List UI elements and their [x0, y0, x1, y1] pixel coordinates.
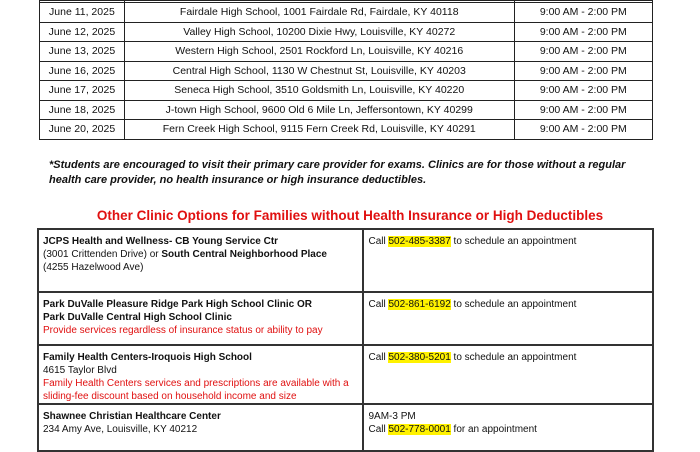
clinic-name: JCPS Health and Wellness- CB Young Service Ctr — [43, 236, 279, 247]
clinic-row — [38, 404, 653, 451]
date-cell: June 12, 2025 — [40, 22, 125, 42]
time-cell: 9:00 AM - 2:00 PM — [514, 100, 652, 120]
date-cell: June 17, 2025 — [40, 81, 125, 101]
clinic-address: 4615 Taylor Blvd — [43, 365, 117, 376]
clinic-note: Family Health Centers services and prescriptions are available with a sliding-fee discount based on household income and size — [43, 378, 349, 402]
clinic-contact-cell — [363, 229, 653, 292]
table-row — [40, 120, 653, 140]
location-cell: Fairdale High School, 1001 Fairdale Rd, Fairdale, KY 40118 — [124, 3, 514, 23]
time-cell: 9:00 AM - 2:00 PM — [514, 42, 652, 62]
table-row — [40, 61, 653, 81]
call-prefix: Call — [368, 299, 386, 310]
date-cell: June 11, 2025 — [40, 3, 125, 23]
location-cell: J-town High School, 9600 Old 6 Mile Ln, Jeffersontown, KY 40299 — [124, 100, 514, 120]
table-row — [40, 42, 653, 62]
time-cell: 9:00 AM - 2:00 PM — [514, 61, 652, 81]
call-prefix: Call — [368, 236, 386, 247]
time-cell: 9:00 AM - 2:00 PM — [514, 81, 652, 101]
location-cell: Central High School, 1130 W Chestnut St, Louisville, KY 40203 — [124, 61, 514, 81]
clinic-contact-cell — [363, 292, 653, 345]
clinic-contact-cell — [363, 404, 653, 451]
clinic-options-table — [37, 228, 654, 452]
call-suffix: to schedule an appointment — [453, 352, 577, 363]
location-cell: Fern Creek High School, 9115 Fern Creek Rd, Louisville, KY 40291 — [124, 120, 514, 140]
phone-number[interactable]: 502-861-6192 — [388, 299, 451, 310]
date-cell: June 16, 2025 — [40, 61, 125, 81]
clinic-row — [38, 229, 653, 292]
table-row — [40, 3, 653, 23]
location-cell: Western High School, 2501 Rockford Ln, Louisville, KY 40216 — [124, 42, 514, 62]
location-cell: Valley High School, 10200 Dixie Hwy, Louisville, KY 40272 — [124, 22, 514, 42]
table-row — [40, 100, 653, 120]
clinic-info-cell — [38, 229, 363, 292]
clinic-hours: 9AM-3 PM — [368, 411, 416, 422]
time-cell: 9:00 AM - 2:00 PM — [514, 3, 652, 23]
clinic-name: Family Health Centers-Iroquois High School — [43, 352, 252, 363]
call-suffix: to schedule an appointment — [453, 236, 577, 247]
clinic-name: Park DuValle Pleasure Ridge Park High School Clinic OR — [43, 299, 312, 310]
date-cell: June 13, 2025 — [40, 42, 125, 62]
clinic-address: (3001 Crittenden Drive) or — [43, 249, 159, 260]
call-suffix: to schedule an appointment — [453, 299, 577, 310]
clinic-info-cell — [38, 404, 363, 451]
location-cell: Seneca High School, 3510 Goldsmith Ln, Louisville, KY 40220 — [124, 81, 514, 101]
time-cell: 9:00 AM - 2:00 PM — [514, 22, 652, 42]
clinic-name-alt: South Central Neighborhood Place — [161, 249, 327, 260]
phone-number[interactable]: 502-778-0001 — [388, 424, 451, 435]
clinic-contact-cell — [363, 345, 653, 404]
clinic-row — [38, 345, 653, 404]
clinic-address: 234 Amy Ave, Louisville, KY 40212 — [43, 424, 198, 435]
clinic-address-alt: (4255 Hazelwood Ave) — [43, 262, 144, 273]
call-prefix: Call — [368, 424, 386, 435]
phone-number[interactable]: 502-380-5201 — [388, 352, 451, 363]
table-row — [40, 81, 653, 101]
phone-number[interactable]: 502-485-3387 — [388, 236, 451, 247]
call-suffix: for an appointment — [453, 424, 537, 435]
primary-care-note: *Students are encouraged to visit their primary care provider for exams. Clinics are for those without a regular health care provider, no health insurance or high insurance deductibles. — [49, 159, 626, 186]
table-row — [40, 22, 653, 42]
other-options-heading: Other Clinic Options for Families without Health Insurance or High Deductibles — [96, 208, 604, 223]
clinic-row — [38, 292, 653, 345]
clinic-info-cell — [38, 345, 363, 404]
clinic-note: Provide services regardless of insurance status or ability to pay — [43, 325, 323, 336]
date-cell: June 20, 2025 — [40, 120, 125, 140]
clinic-name: Shawnee Christian Healthcare Center — [43, 411, 221, 422]
call-prefix: Call — [368, 352, 386, 363]
time-cell: 9:00 AM - 2:00 PM — [514, 120, 652, 140]
date-cell: June 18, 2025 — [40, 100, 125, 120]
clinic-name-alt: Park DuValle Central High School Clinic — [43, 312, 232, 323]
screening-schedule-table — [39, 0, 653, 140]
clinic-info-cell — [38, 292, 363, 345]
